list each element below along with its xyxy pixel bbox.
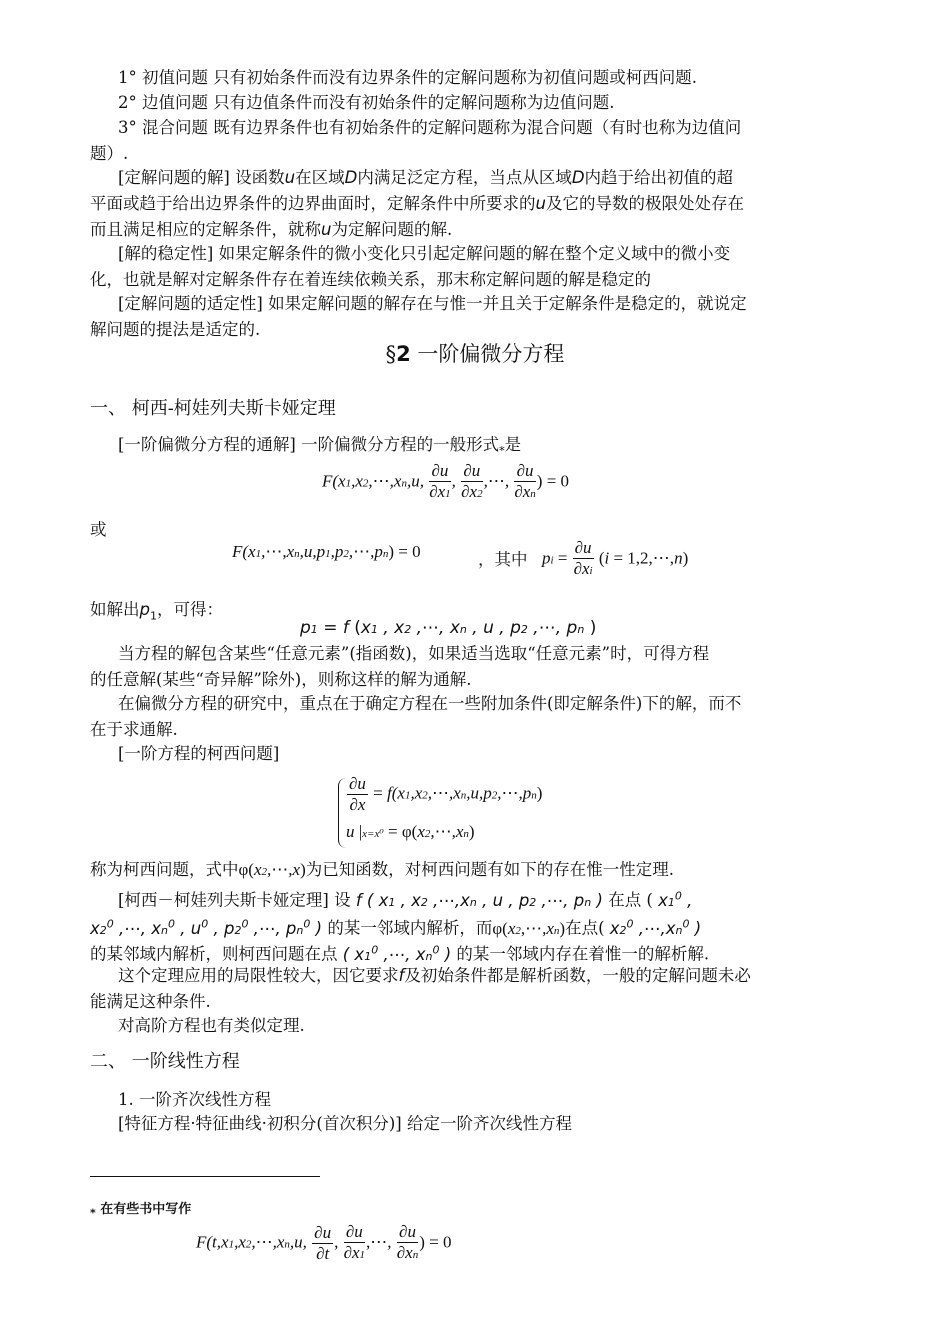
text: 是 bbox=[504, 435, 522, 454]
text: ，可得： bbox=[156, 600, 223, 619]
formula-p-form: F(x1,⋯,xn,u,p1,p2,⋯,pn) = 0 bbox=[232, 542, 421, 561]
paragraph-general-solution: 当方程的解包含某些“任意元素”(指函数)，如果适当选取“任意元素”时，可得方程 bbox=[118, 644, 710, 663]
var-f: f bbox=[398, 966, 405, 985]
formula-general-form: F(x1,x2,⋯,xn,u, $\frac{\partial u}{\partial x1}$ , $\frac{\partial u}{\partial x2}$ ,⋯, $\frac{\partial u}{\partial xn}$ ) = 0 bbox=[322, 461, 570, 501]
footnote-rule bbox=[90, 1176, 320, 1177]
text-or: 或 bbox=[90, 520, 107, 539]
text: [柯西－柯娃列夫斯卡娅定理] 设 bbox=[118, 890, 351, 910]
text: 这个定理应用的局限性较大，因它要求 bbox=[118, 966, 399, 985]
point-coords-3: ( $x1^0$ ,⋯, $xn^0$ ) bbox=[337, 943, 457, 964]
formula-p1-solved: p1 = f (x1 , x2 ,⋯, xn , u , p2 ,⋯, pn ) bbox=[300, 618, 597, 638]
paragraph-limitation bbox=[118, 962, 908, 990]
text: [定解问题的解] 设函数 bbox=[118, 168, 285, 187]
phi-expression: φ(x2,⋯,x) bbox=[238, 860, 306, 879]
text: 内满足泛定方程，当点从区域 bbox=[357, 168, 572, 187]
var-d: D bbox=[344, 168, 358, 187]
text: 如解出 bbox=[90, 600, 140, 619]
text: 而且满足相应的定解条件，就称 bbox=[90, 220, 321, 239]
paragraph-solution-definition bbox=[118, 164, 908, 192]
paragraph-initial-value-problem: 1° 初值问题 只有初始条件而没有边界条件的定解问题称为初值问题或柯西问题. bbox=[118, 68, 697, 87]
point-coords-2: $x2^0$ $,\cdots,xn^0$ ) bbox=[604, 917, 702, 938]
subsubsection-heading: 1. 一阶齐次线性方程 bbox=[118, 1090, 271, 1109]
text: 的某一邻域内解析，而 bbox=[327, 918, 493, 938]
point-coords: $x2^0$ ,⋯, $xn^0$ , $u^0$ , $p2^0$ ,⋯, $pn^0$ ) bbox=[90, 917, 323, 938]
paragraph-well-posedness: [定解问题的适定性] 如果定解问题的解存在与惟一并且关于定解条件是稳定的，就说定 bbox=[118, 294, 747, 313]
paragraph-focus: 在偏微分方程的研究中，重点在于确定方程在一些附加条件(即定解条件)下的解，而不 bbox=[118, 694, 742, 713]
section-title: 一阶偏微分方程 bbox=[410, 342, 565, 366]
footnote-mark: * bbox=[90, 1206, 96, 1220]
formula-footnote: F(t,x1,x2,⋯,xn,u, $\frac{\partial u}{\partial t}$ , $\frac{\partial u}{\partial x1}$ ,⋯, $\frac{\partial u}{\partial xn}$ ) = 0 bbox=[196, 1222, 452, 1263]
paragraph-boundary-value-problem: 2° 边值问题 只有边值条件而没有初始条件的定解问题称为边值问题. bbox=[118, 93, 615, 112]
text: 内趋于给出初值的超 bbox=[584, 168, 734, 187]
var-p: p bbox=[139, 600, 150, 619]
formula-cauchy-eq1: $\frac{\partial u}{\partial x}$ = f(x1,x2,⋯,xn,u,p2,⋯,pn) bbox=[349, 774, 543, 814]
paragraph-well-posedness-cont: 解问题的提法是适定的. bbox=[90, 320, 261, 339]
section-number: 2 bbox=[396, 342, 411, 366]
section-sign: § bbox=[385, 342, 397, 366]
paragraph-cauchy-problem-title: [一阶方程的柯西问题] bbox=[118, 744, 280, 763]
subsection-heading-1: 一、 柯西-柯娃列夫斯卡娅定理 bbox=[90, 398, 336, 419]
subscript: 1 bbox=[149, 609, 157, 623]
text: 平面或趋于给出边界条件的边界曲面时，定解条件中所要求的 bbox=[90, 194, 536, 213]
paragraph-stability: [解的稳定性] 如果定解条件的微小变化只引起定解问题的解在整个定义域中的微小变 bbox=[118, 244, 731, 263]
paragraph-solution-definition-cont1 bbox=[90, 190, 880, 218]
var-u: u bbox=[535, 194, 546, 213]
formula-cauchy-eq2: u |x=x⁰ = φ(x2,⋯,xn) bbox=[346, 822, 475, 841]
text: [一阶偏微分方程的通解] 一阶偏微分方程的一般形式 bbox=[118, 435, 500, 454]
text: 及初始条件都是解析函数，一般的定解问题未必 bbox=[404, 966, 751, 985]
paragraph-focus-cont: 在于求通解. bbox=[90, 720, 178, 739]
text: 为定解问题的解. bbox=[331, 220, 453, 239]
var-u: u bbox=[284, 168, 296, 187]
point-x1: $x1^0$ , bbox=[658, 889, 693, 910]
phi-expression: φ(x2,⋯,xn) bbox=[492, 918, 566, 938]
text: 及它的导数的极限处处存在 bbox=[545, 194, 744, 213]
paragraph-mixed-problem-cont: 题）. bbox=[90, 144, 129, 163]
var-d: D bbox=[571, 168, 585, 187]
formula-p-definition: pi = $\frac{\partial u}{\partial xi}$ (i = 1,2,⋯,n) bbox=[542, 538, 689, 578]
text: 为已知函数，对柯西问题有如下的存在惟一性定理. bbox=[305, 860, 674, 879]
footnote-ref: * bbox=[499, 444, 505, 458]
theorem-function: f ( x1 , x2 ,⋯,xn , u , p2 ,⋯, pn ) bbox=[355, 890, 603, 910]
text: 的某一邻域内存在着惟一的解析解. bbox=[456, 944, 710, 964]
paragraph-mixed-problem: 3° 混合问题 既有边界条件也有初始条件的定解问题称为混合问题（有时也称为边值问 bbox=[118, 118, 742, 137]
text: 在区域 bbox=[295, 168, 345, 187]
text: 称为柯西问题，式中 bbox=[90, 860, 239, 879]
text: 的某邻域内解析，则柯西问题在点 bbox=[90, 944, 338, 964]
text: 在有些书中写作 bbox=[95, 1202, 192, 1217]
var-u: u bbox=[321, 220, 332, 239]
paragraph-limitation-cont: 能满足这种条件. bbox=[90, 992, 211, 1011]
paragraph-higher-order: 对高阶方程也有类似定理. bbox=[118, 1016, 305, 1035]
section-heading bbox=[0, 340, 950, 368]
paragraph-characteristic: [特征方程·特征曲线·初积分(首次积分)] 给定一阶齐次线性方程 bbox=[118, 1114, 572, 1133]
text: 在点( bbox=[565, 918, 605, 938]
text: 在点 ( bbox=[608, 890, 659, 910]
text-where: ，其中 bbox=[478, 550, 528, 569]
paragraph-general-solution-cont: 的任意解(某些“奇异解”除外)，则称这样的解为通解. bbox=[90, 670, 472, 689]
paragraph-stability-cont: 化，也就是解对定解条件存在着连续依赖关系，那末称定解问题的解是稳定的 bbox=[90, 270, 651, 289]
subsection-heading-2: 二、 一阶线性方程 bbox=[90, 1051, 240, 1072]
